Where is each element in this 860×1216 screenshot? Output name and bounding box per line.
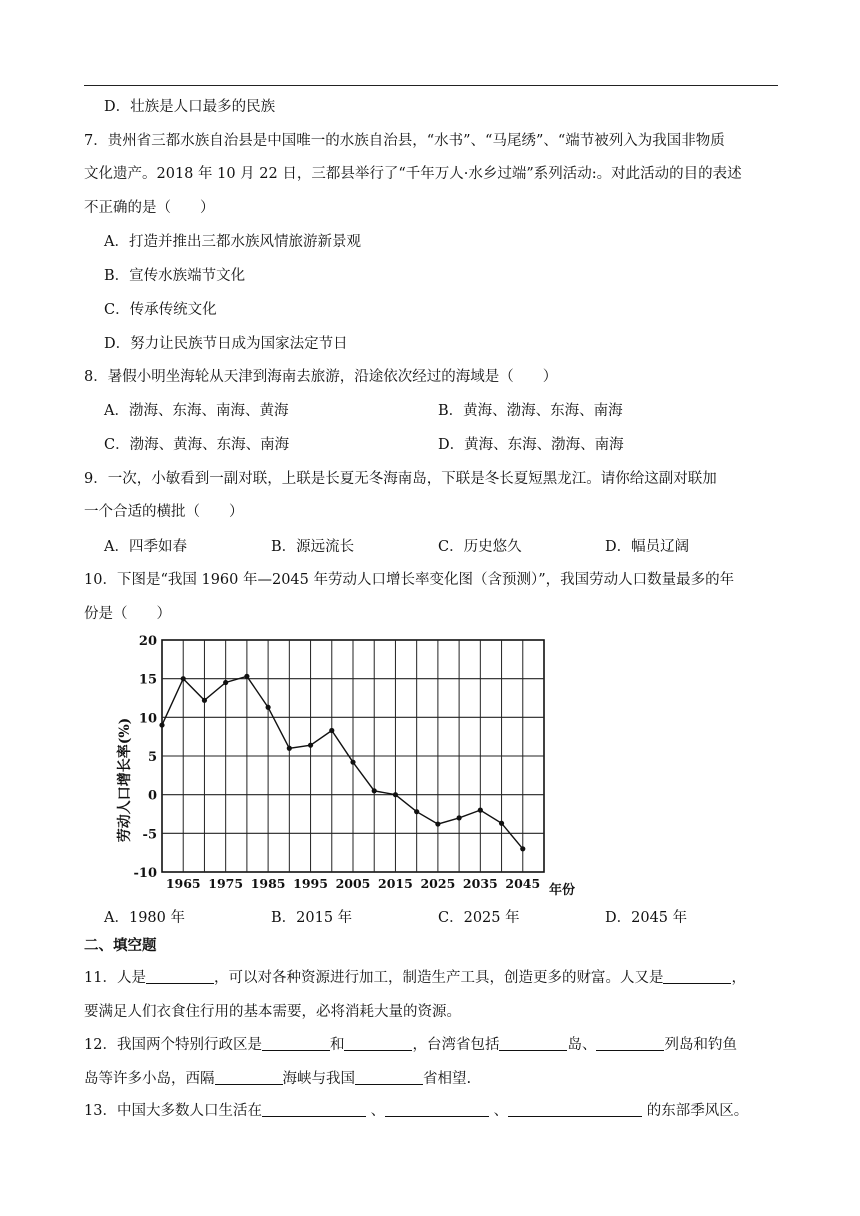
q11-text-c: ， <box>731 970 746 986</box>
q12-blank-2[interactable] <box>344 1036 412 1051</box>
data-point <box>478 808 483 813</box>
section-title: 二、填空题 <box>84 938 157 954</box>
y-tick-label: 0 <box>147 788 157 804</box>
data-point <box>435 821 440 826</box>
x-tick-label: 1965 <box>165 876 201 891</box>
x-tick-label: 2045 <box>505 876 541 891</box>
q10-text-line1: 10．下图是“我国 1960 年—2045 年劳动人口增长率变化图（含预测）”，我国劳动人口数量最多的年 <box>84 572 735 588</box>
q10-option-d[interactable]: D．2045 年 <box>605 910 688 926</box>
data-point <box>350 760 355 765</box>
x-tick-label: 2005 <box>335 876 371 891</box>
q12-text-a: 12．我国两个特别行政区是 <box>84 1037 262 1053</box>
q11-line1 <box>84 966 746 987</box>
data-point <box>393 792 398 797</box>
q7-option-b[interactable]: B．宣传水族端节文化 <box>104 268 246 284</box>
y-tick-label: 10 <box>138 711 157 727</box>
q12-text-h: 省相望. <box>423 1071 472 1087</box>
x-tick-label: 2025 <box>420 876 456 891</box>
q12-text-g: 海峡与我国 <box>282 1071 355 1087</box>
q9-text-line2: 一个合适的横批（ ） <box>84 504 244 520</box>
x-axis-label: 年份 <box>549 883 576 898</box>
q12-text-d: 岛、 <box>567 1037 597 1053</box>
q10-text-line2: 份是（ ） <box>84 606 171 622</box>
q12-text-c: ，台湾省包括 <box>412 1037 500 1053</box>
q9-option-d[interactable]: D．幅员辽阔 <box>605 539 690 555</box>
y-tick-label: -10 <box>133 866 157 881</box>
y-tick-label: 15 <box>138 672 157 688</box>
data-point <box>244 674 249 679</box>
q13-text-b: 、 <box>370 1103 386 1119</box>
q12-blank-4[interactable] <box>596 1036 664 1051</box>
data-point <box>520 846 525 851</box>
labor-growth-chart <box>112 630 582 898</box>
y-tick-label: 5 <box>147 750 157 765</box>
x-tick-label: 1975 <box>208 876 244 891</box>
x-tick-label: 1985 <box>250 876 286 891</box>
data-point <box>308 743 313 748</box>
q11-blank-2[interactable] <box>663 969 731 984</box>
data-point <box>414 809 419 814</box>
q7-option-d[interactable]: D．努力让民族节日成为国家法定节日 <box>104 336 348 352</box>
q13-text-a: 13．中国大多数人口生活在 <box>84 1103 262 1119</box>
x-tick-label: 1995 <box>293 876 328 891</box>
q8-option-d[interactable]: D．黄海、东海、渤海、南海 <box>438 437 624 453</box>
y-axis-label: 劳动人口增长率(%) <box>117 717 133 843</box>
data-point <box>372 788 377 793</box>
data-point <box>202 698 207 703</box>
q12-blank-6[interactable] <box>355 1070 423 1085</box>
q9-option-a[interactable]: A．四季如春 <box>104 539 187 555</box>
q7-text-line3: 不正确的是（ ） <box>84 200 215 216</box>
q12-line1 <box>84 1033 737 1054</box>
q8-option-c[interactable]: C．渤海、黄海、东海、南海 <box>104 437 290 453</box>
data-point <box>223 680 228 685</box>
data-point <box>457 815 462 820</box>
q7-option-c[interactable]: C．传承传统文化 <box>104 302 217 318</box>
q13-blank-3[interactable] <box>508 1102 642 1117</box>
q8-option-b[interactable]: B．黄海、渤海、东海、南海 <box>438 403 623 419</box>
y-tick-label: -5 <box>142 827 157 843</box>
q8-text: 8．暑假小明坐海轮从天津到海南去旅游，沿途依次经过的海域是（ ） <box>84 369 558 385</box>
x-tick-label: 2035 <box>462 876 498 891</box>
data-point <box>181 676 186 681</box>
data-point <box>329 728 334 733</box>
q12-text-e: 列岛和钓鱼 <box>664 1037 737 1053</box>
q11-text-a: 11．人是 <box>84 970 146 986</box>
data-point <box>499 821 504 826</box>
data-point <box>287 746 292 751</box>
q9-text-line1: 9．一次，小敏看到一副对联，上联是长夏无冬海南岛，下联是冬长夏短黑龙江。请你给这副对联加 <box>84 471 717 487</box>
header-rule <box>84 85 778 86</box>
q12-blank-3[interactable] <box>499 1036 567 1051</box>
q13-line <box>84 1099 748 1120</box>
q13-text-c: 、 <box>493 1103 509 1119</box>
q13-blank-2[interactable] <box>385 1102 489 1117</box>
y-tick-label: 20 <box>138 634 157 649</box>
q9-option-c[interactable]: C．历史悠久 <box>438 539 522 555</box>
q8-option-a[interactable]: A．渤海、东海、南海、黄海 <box>104 403 289 419</box>
q10-option-c[interactable]: C．2025 年 <box>438 910 520 926</box>
q11-line2: 要满足人们衣食住行用的基本需要，必将消耗大量的资源。 <box>84 1004 461 1020</box>
q7-text-line1: 7．贵州省三都水族自治县是中国唯一的水族自治县，“水书”、“马尾绣”、“端节被列入为我国非物质 <box>84 133 725 149</box>
q9-option-b[interactable]: B．源远流长 <box>271 539 355 555</box>
q12-text-b: 和 <box>329 1037 345 1053</box>
q10-option-b[interactable]: B．2015 年 <box>271 910 353 926</box>
q12-line2 <box>84 1067 471 1088</box>
x-tick-label: 2015 <box>378 876 413 891</box>
data-point <box>159 722 164 727</box>
q13-blank-1[interactable] <box>262 1102 366 1117</box>
data-point <box>266 705 271 710</box>
q7-option-a[interactable]: A．打造并推出三都水族风情旅游新景观 <box>104 234 361 250</box>
q7-text-line2: 文化遗产。2018 年 10 月 22 日，三都县举行了“千年万人·水乡过端”系列活动:。对此活动的目的表述 <box>84 166 742 182</box>
q12-blank-1[interactable] <box>262 1036 330 1051</box>
q6-option-d[interactable]: D．壮族是人口最多的民族 <box>104 99 276 115</box>
q12-text-f: 岛等许多小岛，西隔 <box>84 1071 215 1087</box>
q11-blank-1[interactable] <box>146 969 214 984</box>
q11-text-b: ，可以对各种资源进行加工，制造生产工具，创造更多的财富。人又是 <box>213 970 664 986</box>
growth-rate-line <box>162 676 523 849</box>
q13-text-d: 的东部季风区。 <box>646 1103 749 1119</box>
q10-option-a[interactable]: A．1980 年 <box>104 910 185 926</box>
q12-blank-5[interactable] <box>215 1070 283 1085</box>
